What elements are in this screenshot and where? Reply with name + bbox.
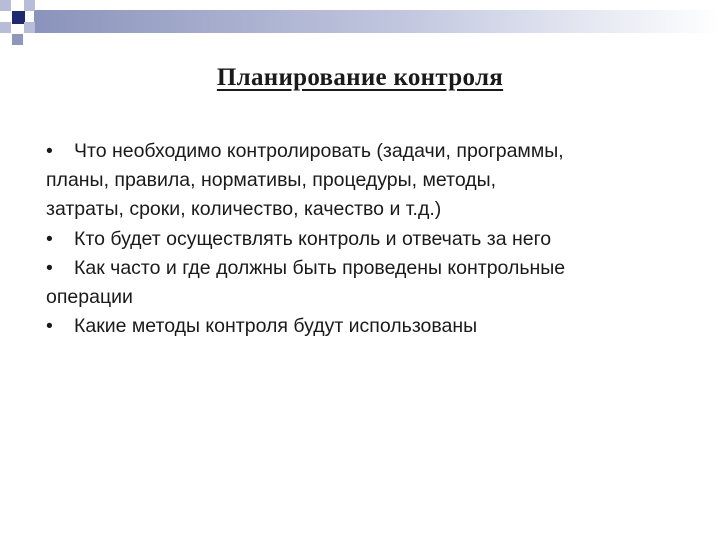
decoration-square [12,11,25,24]
bullet-icon: • [46,315,53,338]
decoration-square [24,22,35,33]
list-item [46,254,706,283]
list-item-text: Кто будет осуществлять контроль и отвечать за него [74,227,552,250]
list-item [46,225,706,254]
slide-title: Планирование контроля [216,64,504,91]
list-item-text: Какие методы контроля будут использованы [74,315,478,338]
bullet-icon: • [46,140,53,162]
list-item-continuation: затраты, сроки, количество, качество и т.д.) [46,198,442,221]
list-item-text: Как часто и где должны быть проведены контрольные [74,256,566,279]
decoration-square [0,0,11,11]
list-item-continuation: планы, правила, нормативы, процедуры, методы, [46,169,497,192]
list-item [46,137,706,166]
list-item-continuation: операции [46,286,133,309]
decoration-square [0,22,11,33]
decoration-square [12,34,23,45]
bullet-icon: • [46,227,53,250]
gradient-bar [34,10,720,33]
list-item-text: Что необходимо контролировать (задачи, программы, [74,140,564,162]
decoration-square [24,0,35,11]
header-decoration [0,0,720,50]
slide-content [46,137,706,341]
bullet-icon: • [46,256,53,279]
list-item [46,312,706,341]
